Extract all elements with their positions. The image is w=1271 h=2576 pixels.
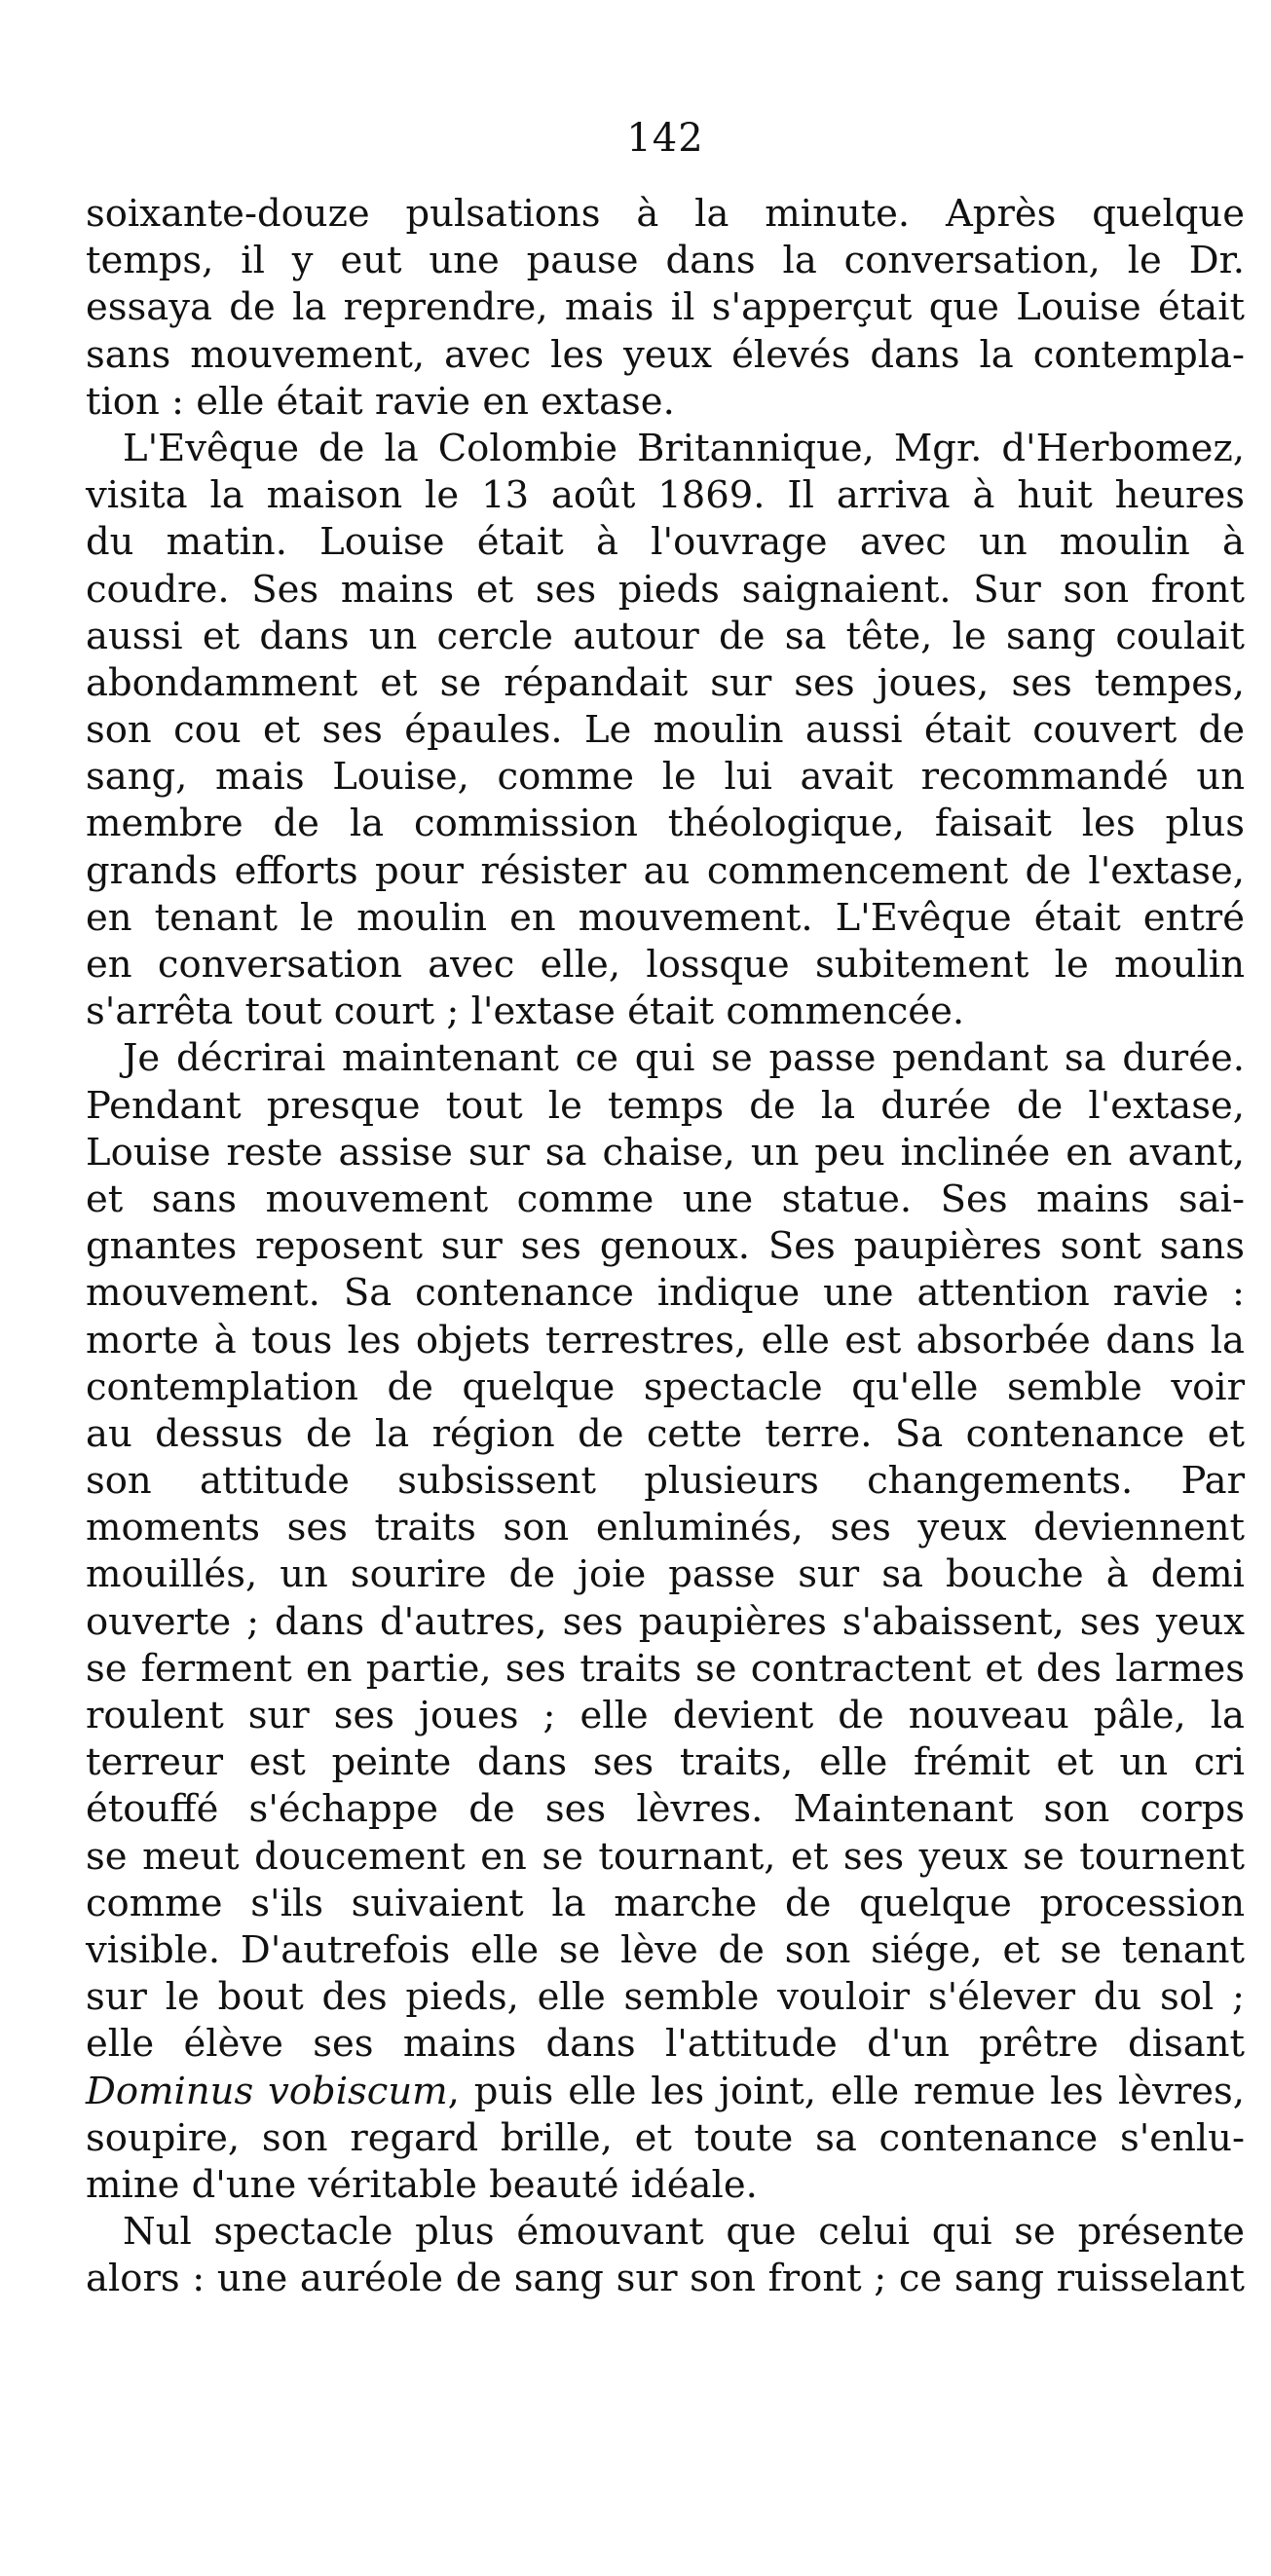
paragraph [86, 2209, 1245, 2302]
text-line: soupire, son regard brille, et toute sa contenance s'enlu- [86, 2115, 1245, 2160]
text-line: temps, il y eut une pause dans la conversation, le Dr. [86, 239, 1245, 283]
text-line: se ferment en partie, ses traits se contractent et des larmes [86, 1646, 1245, 1691]
text-line: Louise reste assise sur sa chaise, un peu inclinée en avant, [86, 1130, 1245, 1175]
page-number: 142 [626, 116, 704, 161]
text-line: s'arrêta tout court ; l'extase était commencée. [86, 989, 965, 1034]
text-line: du matin. Louise était à l'ouvrage avec un moulin à [86, 520, 1245, 565]
paragraph [86, 1035, 1245, 2209]
text-line: elle élève ses mains dans l'attitude d'un prêtre disant [86, 2022, 1245, 2067]
text-line: son attitude subsissent plusieurs changements. Par [86, 1459, 1245, 1504]
text-line: sang, mais Louise, comme le lui avait recommandé un [86, 755, 1245, 800]
text-line: sur le bout des pieds, elle semble vouloir s'élever du sol ; [86, 1975, 1245, 2020]
text-line: et sans mouvement comme une statue. Ses mains sai- [86, 1176, 1245, 1221]
text-line: ouverte ; dans d'autres, ses paupières s'abaissent, ses yeux [86, 1599, 1245, 1644]
text-line: son cou et ses épaules. Le moulin aussi était couvert de [86, 708, 1245, 753]
text-line: alors : une auréole de sang sur son front ; ce sang ruisselant [86, 2257, 1245, 2301]
text-line: aussi et dans un cercle autour de sa tête, le sang coulait [86, 614, 1245, 658]
latin-phrase: Dominus vobiscum [86, 2069, 448, 2113]
text-line: mine d'une véritable beauté idéale. [86, 2162, 758, 2207]
text-line: mouillés, un sourire de joie passe sur sa bouche à demi [86, 1552, 1245, 1597]
text-line: comme s'ils suivaient la marche de quelque procession [86, 1881, 1245, 1925]
text-line: contemplation de quelque spectacle qu'elle semble voir [86, 1364, 1245, 1409]
text-line: en conversation avec elle, lossque subitement le moulin [86, 943, 1245, 987]
text-line: moments ses traits son enluminés, ses yeux deviennent [86, 1506, 1245, 1550]
text-line: coudre. Ses mains et ses pieds saignaient. Sur son front [86, 567, 1245, 612]
text-line: grands efforts pour résister au commencement de l'extase, [86, 848, 1245, 893]
paragraph [86, 426, 1245, 1035]
text-line: roulent sur ses joues ; elle devient de nouveau pâle, la [86, 1694, 1245, 1737]
text-line: en tenant le moulin en mouvement. L'Evêque était entré [86, 895, 1245, 940]
text-line: Nul spectacle plus émouvant que celui qui se présente [123, 2210, 1245, 2255]
text-line: morte à tous les objets terrestres, elle est absorbée dans la [86, 1318, 1245, 1363]
text-line: étouffé s'échappe de ses lèvres. Maintenant son corps [86, 1787, 1245, 1832]
text-line: visible. D'autrefois elle se lève de son siége, et se tenant [86, 1927, 1245, 1972]
text-line: au dessus de la région de cette terre. Sa contenance et [86, 1411, 1245, 1456]
text-line: visita la maison le 13 août 1869. Il arriva à huit heures [86, 473, 1245, 518]
body-text [86, 191, 1245, 2302]
text-line: membre de la commission théologique, faisait les plus [86, 802, 1245, 846]
text-line: terreur est peinte dans ses traits, elle frémit et un cri [86, 1740, 1245, 1785]
text-line: Dominus vobiscum, puis elle les joint, elle remue les lèvres, [86, 2069, 1245, 2113]
text-line: sans mouvement, avec les yeux élevés dans la contempla- [86, 332, 1245, 377]
text-line: essaya de la reprendre, mais il s'apperçut que Louise était [86, 285, 1245, 330]
text-line: abondamment et se répandait sur ses joues, ses tempes, [86, 660, 1245, 705]
paragraph [86, 191, 1245, 426]
text-line: se meut doucement en se tournant, et ses yeux se tournent [86, 1834, 1245, 1879]
text-line: Pendant presque tout le temps de la durée de l'extase, [86, 1083, 1245, 1128]
text-line: Je décrirai maintenant ce qui se passe pendant sa durée. [123, 1036, 1245, 1081]
book-page [86, 117, 1245, 2302]
text-line: L'Evêque de la Colombie Britannique, Mgr. d'Herbomez, [123, 426, 1245, 470]
text-line: tion : elle était ravie en extase. [86, 379, 675, 424]
text-line: gnantes reposent sur ses genoux. Ses paupières sont sans [86, 1224, 1245, 1269]
text-line: soixante-douze pulsations à la minute. Après quelque [86, 192, 1245, 236]
text-line: mouvement. Sa contenance indique une attention ravie : [86, 1271, 1245, 1316]
